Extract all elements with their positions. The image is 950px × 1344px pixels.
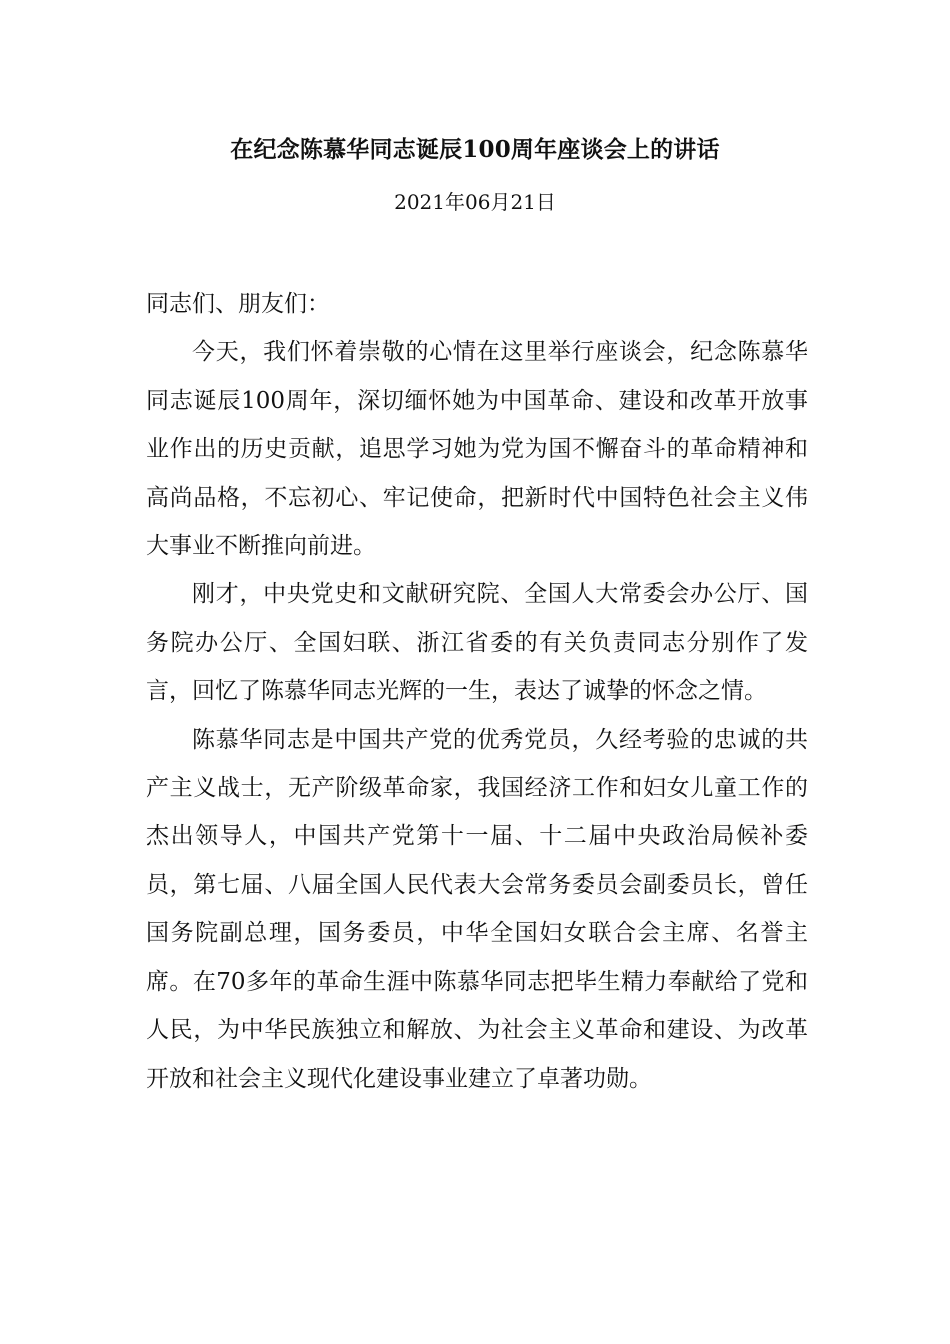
document-title: 在纪念陈慕华同志诞辰100周年座谈会上的讲话	[230, 136, 720, 163]
paragraph-3: 陈慕华同志是中国共产党的优秀党员，久经考验的忠诚的共产主义战士，无产阶级革命家，我国经济工作和妇女儿童工作的杰出领导人，中国共产党第十一届、十二届中央政治局候补委员，第七届、八届全国人民代表大会常务委员会副委员长，曾任国务院副总理，国务委员，中华全国妇女联合会主席、名誉主席。在70多年的革命生涯中陈慕华同志把毕生精力奉献给了党和人民，为中华民族独立和解放、为社会主义革命和建设、为改革开放和社会主义现代化建设事业建立了卓著功勋。	[146, 726, 808, 1092]
document-date: 2021年06月21日	[394, 190, 556, 214]
paragraph-2: 刚才，中央党史和文献研究院、全国人大常委会办公厅、国务院办公厅、全国妇联、浙江省委的有关负责同志分别作了发言，回忆了陈慕华同志光辉的一生，表达了诚挚的怀念之情。	[146, 581, 808, 705]
paragraph-1: 今天，我们怀着崇敬的心情在这里举行座谈会，纪念陈慕华同志诞辰100周年，深切缅怀她为中国革命、建设和改革开放事业作出的历史贡献，追思学习她为党为国不懈奋斗的革命精神和高尚品格，不忘初心、牢记使命，把新时代中国特色社会主义伟大事业不断推向前进。	[146, 339, 808, 560]
salutation: 同志们、朋友们：	[146, 291, 330, 317]
document-body	[146, 280, 808, 1103]
